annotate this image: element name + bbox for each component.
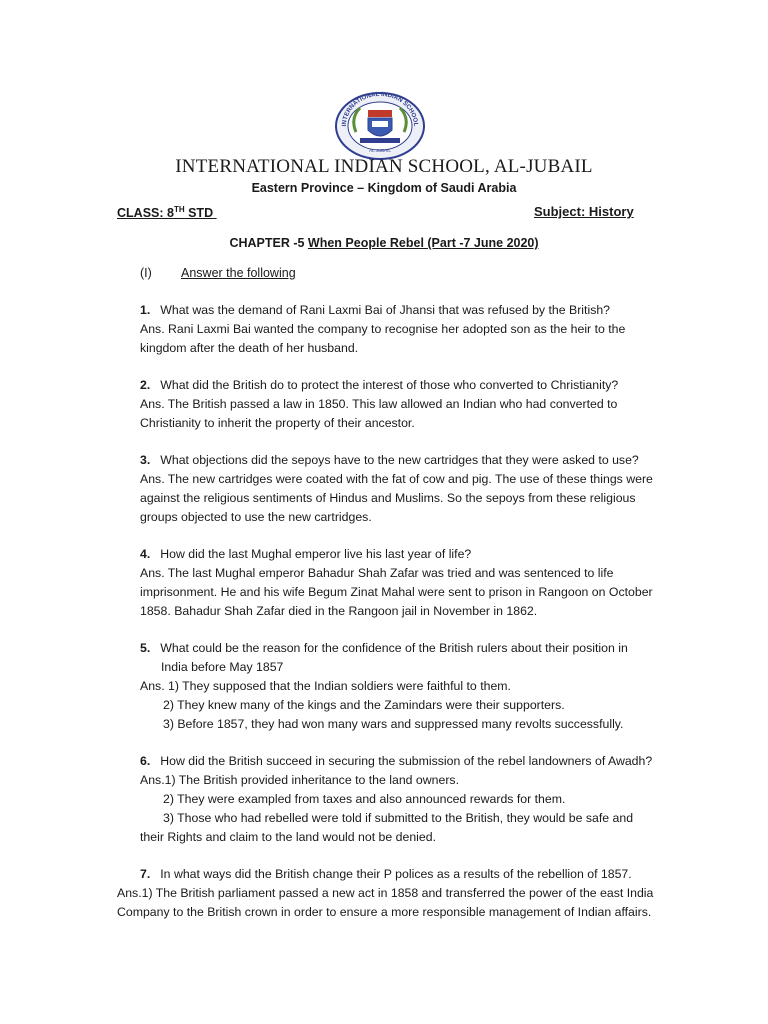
answer-3-line-1: Ans. The new cartridges were coated with the fat of cow and pig. The use of these things were <box>140 472 653 486</box>
answer-3-line-2: against the religious sentiments of Hindus and Muslims. So the sepoys from these religious <box>140 491 636 505</box>
answer-4-line-1: Ans. The last Mughal emperor Bahadur Shah Zafar was tried and was sentenced to life <box>140 566 614 580</box>
section-number: (I) <box>140 266 152 280</box>
answer-5-line-3: 3) Before 1857, they had won many wars and suppressed many revolts successfully. <box>163 717 624 731</box>
question-7: 7. In what ways did the British change their P polices as a results of the rebellion of 1857. <box>140 867 632 881</box>
answer-7-line-2: Company to the British crown in order to ensure a more responsible management of Indian affairs. <box>117 905 652 919</box>
answer-5-line-2: 2) They knew many of the kings and the Zamindars were their supporters. <box>163 698 565 712</box>
section-title: Answer the following <box>181 266 296 280</box>
logo-ring-text: INTERNATIONAL INDIAN SCHOOL <box>340 90 420 127</box>
answer-6-line-3: 3) Those who had rebelled were told if submitted to the British, they would be safe and <box>163 811 634 825</box>
logo-bottom-text: AL JUBAIL <box>369 148 391 153</box>
question-4: 4. How did the last Mughal emperor live his last year of life? <box>140 547 472 561</box>
question-6: 6. How did the British succeed in securing the submission of the rebel landowners of Awadh? <box>140 754 653 768</box>
answer-7-line-1: Ans.1) The British parliament passed a new act in 1858 and transferred the power of the east India <box>117 886 654 900</box>
answer-2-line-1: Ans. The British passed a law in 1850. This law allowed an Indian who had converted to <box>140 397 618 411</box>
class-label: CLASS: 8TH STD <box>117 205 214 221</box>
question-2: 2. What did the British do to protect the interest of those who converted to Christianity? <box>140 378 619 392</box>
answer-6-line-1: Ans.1) The British provided inheritance to the land owners. <box>140 773 459 787</box>
school-logo <box>330 88 430 160</box>
answer-6-line-4: their Rights and claim to the land would not be denied. <box>140 830 436 844</box>
school-name: INTERNATIONAL INDIAN SCHOOL, AL-JUBAIL <box>175 156 593 177</box>
answer-3-line-3: groups objected to use the new cartridges. <box>140 510 372 524</box>
answer-1-line-1: Ans. Rani Laxmi Bai wanted the company to recognise her adopted son as the heir to the <box>140 322 626 336</box>
subject-label: Subject: History <box>534 204 634 219</box>
chapter-heading: CHAPTER -5 When People Rebel (Part -7 June 2020) <box>229 236 539 250</box>
answer-4-line-2: imprisonment. He and his wife Begum Zinat Mahal were sent to prison in Rangoon on October <box>140 585 653 599</box>
question-5-continued: India before May 1857 <box>161 660 284 674</box>
question-3: 3. What objections did the sepoys have to the new cartridges that they were asked to use? <box>140 453 639 467</box>
school-region: Eastern Province – Kingdom of Saudi Arabia <box>251 181 517 195</box>
answer-2-line-2: Christianity to inherit the property of their ancestor. <box>140 416 415 430</box>
answer-5-line-1: Ans. 1) They supposed that the Indian soldiers were faithful to them. <box>140 679 511 693</box>
answer-6-line-2: 2) They were exampled from taxes and also announced rewards for them. <box>163 792 566 806</box>
answer-4-line-3: 1858. Bahadur Shah Zafar died in the Rangoon jail in November in 1862. <box>140 604 538 618</box>
answer-1-line-2: kingdom after the death of her husband. <box>140 341 359 355</box>
question-5: 5. What could be the reason for the confidence of the British rulers about their position in <box>140 641 628 655</box>
question-1: 1. What was the demand of Rani Laxmi Bai of Jhansi that was refused by the British? <box>140 303 611 317</box>
